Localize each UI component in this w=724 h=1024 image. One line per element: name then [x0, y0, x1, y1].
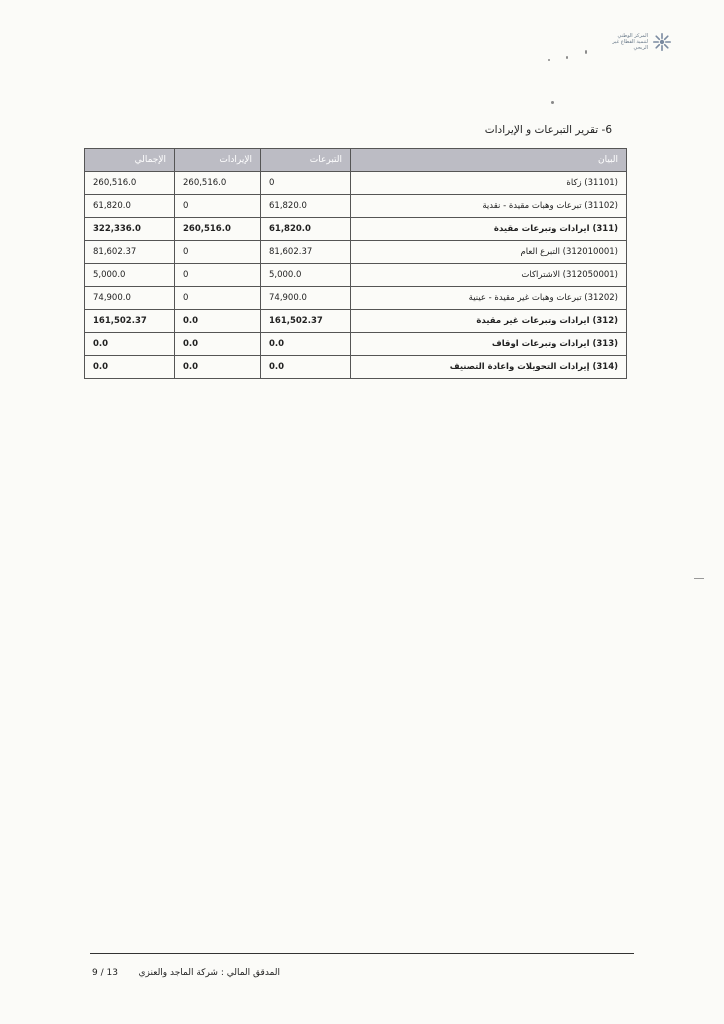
table-row-subtotal — [85, 356, 627, 379]
table-row — [85, 195, 627, 218]
row-total: 260,516.0 — [85, 172, 175, 195]
donations-revenues-table — [84, 148, 627, 379]
logo-text-line: المركز الوطني — [617, 33, 648, 39]
row-donations: 0.0 — [261, 356, 351, 379]
row-revenues: 0 — [175, 241, 261, 264]
table-row-subtotal — [85, 218, 627, 241]
row-label: (312) ايرادات وتبرعات غير مقيدة — [351, 310, 627, 333]
row-revenues: 260,516.0 — [175, 172, 261, 195]
row-donations: 0 — [261, 172, 351, 195]
table-row — [85, 241, 627, 264]
table-row — [85, 172, 627, 195]
row-total: 322,336.0 — [85, 218, 175, 241]
row-total: 161,502.37 — [85, 310, 175, 333]
row-revenues: 260,516.0 — [175, 218, 261, 241]
row-label: (31102) تبرعات وهبات مقيدة - نقدية — [351, 195, 627, 218]
row-revenues: 0 — [175, 264, 261, 287]
row-label: (31101) زكاة — [351, 172, 627, 195]
table-row-subtotal — [85, 333, 627, 356]
column-header-total: الإجمالي — [85, 149, 175, 172]
row-label: (314) إيرادات التحويلات واعادة التصنيف — [351, 356, 627, 379]
scan-dot — [585, 50, 587, 54]
row-label: (312050001) الاشتراكات — [351, 264, 627, 287]
row-label: (312010001) التبرع العام — [351, 241, 627, 264]
row-donations: 5,000.0 — [261, 264, 351, 287]
scan-mark — [694, 578, 704, 579]
row-total: 0.0 — [85, 333, 175, 356]
row-revenues: 0.0 — [175, 333, 261, 356]
row-revenues: 0 — [175, 195, 261, 218]
row-donations: 74,900.0 — [261, 287, 351, 310]
report-table-container — [84, 148, 626, 379]
footer-auditor: المدقق المالي : شركة الماجد والعنزي — [138, 968, 280, 978]
table-row-subtotal — [85, 310, 627, 333]
column-header-revenues: الإيرادات — [175, 149, 261, 172]
table-row — [85, 287, 627, 310]
row-donations: 81,602.37 — [261, 241, 351, 264]
row-label: (31202) تبرعات وهبات غير مقيدة - عينية — [351, 287, 627, 310]
row-donations: 61,820.0 — [261, 218, 351, 241]
column-header-description: البيان — [351, 149, 627, 172]
row-revenues: 0.0 — [175, 356, 261, 379]
scan-dot — [551, 101, 554, 104]
row-donations: 161,502.37 — [261, 310, 351, 333]
logo-star-icon — [652, 32, 672, 52]
row-donations: 0.0 — [261, 333, 351, 356]
column-header-donations: التبرعات — [261, 149, 351, 172]
table-header-row — [85, 149, 627, 172]
row-label: (313) ايرادات وتبرعات اوقاف — [351, 333, 627, 356]
table-row — [85, 264, 627, 287]
row-revenues: 0.0 — [175, 310, 261, 333]
scan-dot — [548, 59, 550, 61]
row-donations: 61,820.0 — [261, 195, 351, 218]
row-total: 81,602.37 — [85, 241, 175, 264]
logo-text — [610, 33, 648, 51]
row-total: 0.0 — [85, 356, 175, 379]
logo — [610, 32, 672, 52]
row-total: 74,900.0 — [85, 287, 175, 310]
footer-divider — [90, 953, 634, 954]
logo-text-line: لتنمية القطاع غير الربحي — [612, 39, 648, 51]
row-total: 61,820.0 — [85, 195, 175, 218]
section-title: 6- تقرير التبرعات و الإيرادات — [484, 124, 612, 136]
scan-dot — [566, 56, 568, 59]
row-total: 5,000.0 — [85, 264, 175, 287]
row-label: (311) ايرادات وتبرعات مقيدة — [351, 218, 627, 241]
page-number: 9 / 13 — [92, 968, 118, 978]
row-revenues: 0 — [175, 287, 261, 310]
